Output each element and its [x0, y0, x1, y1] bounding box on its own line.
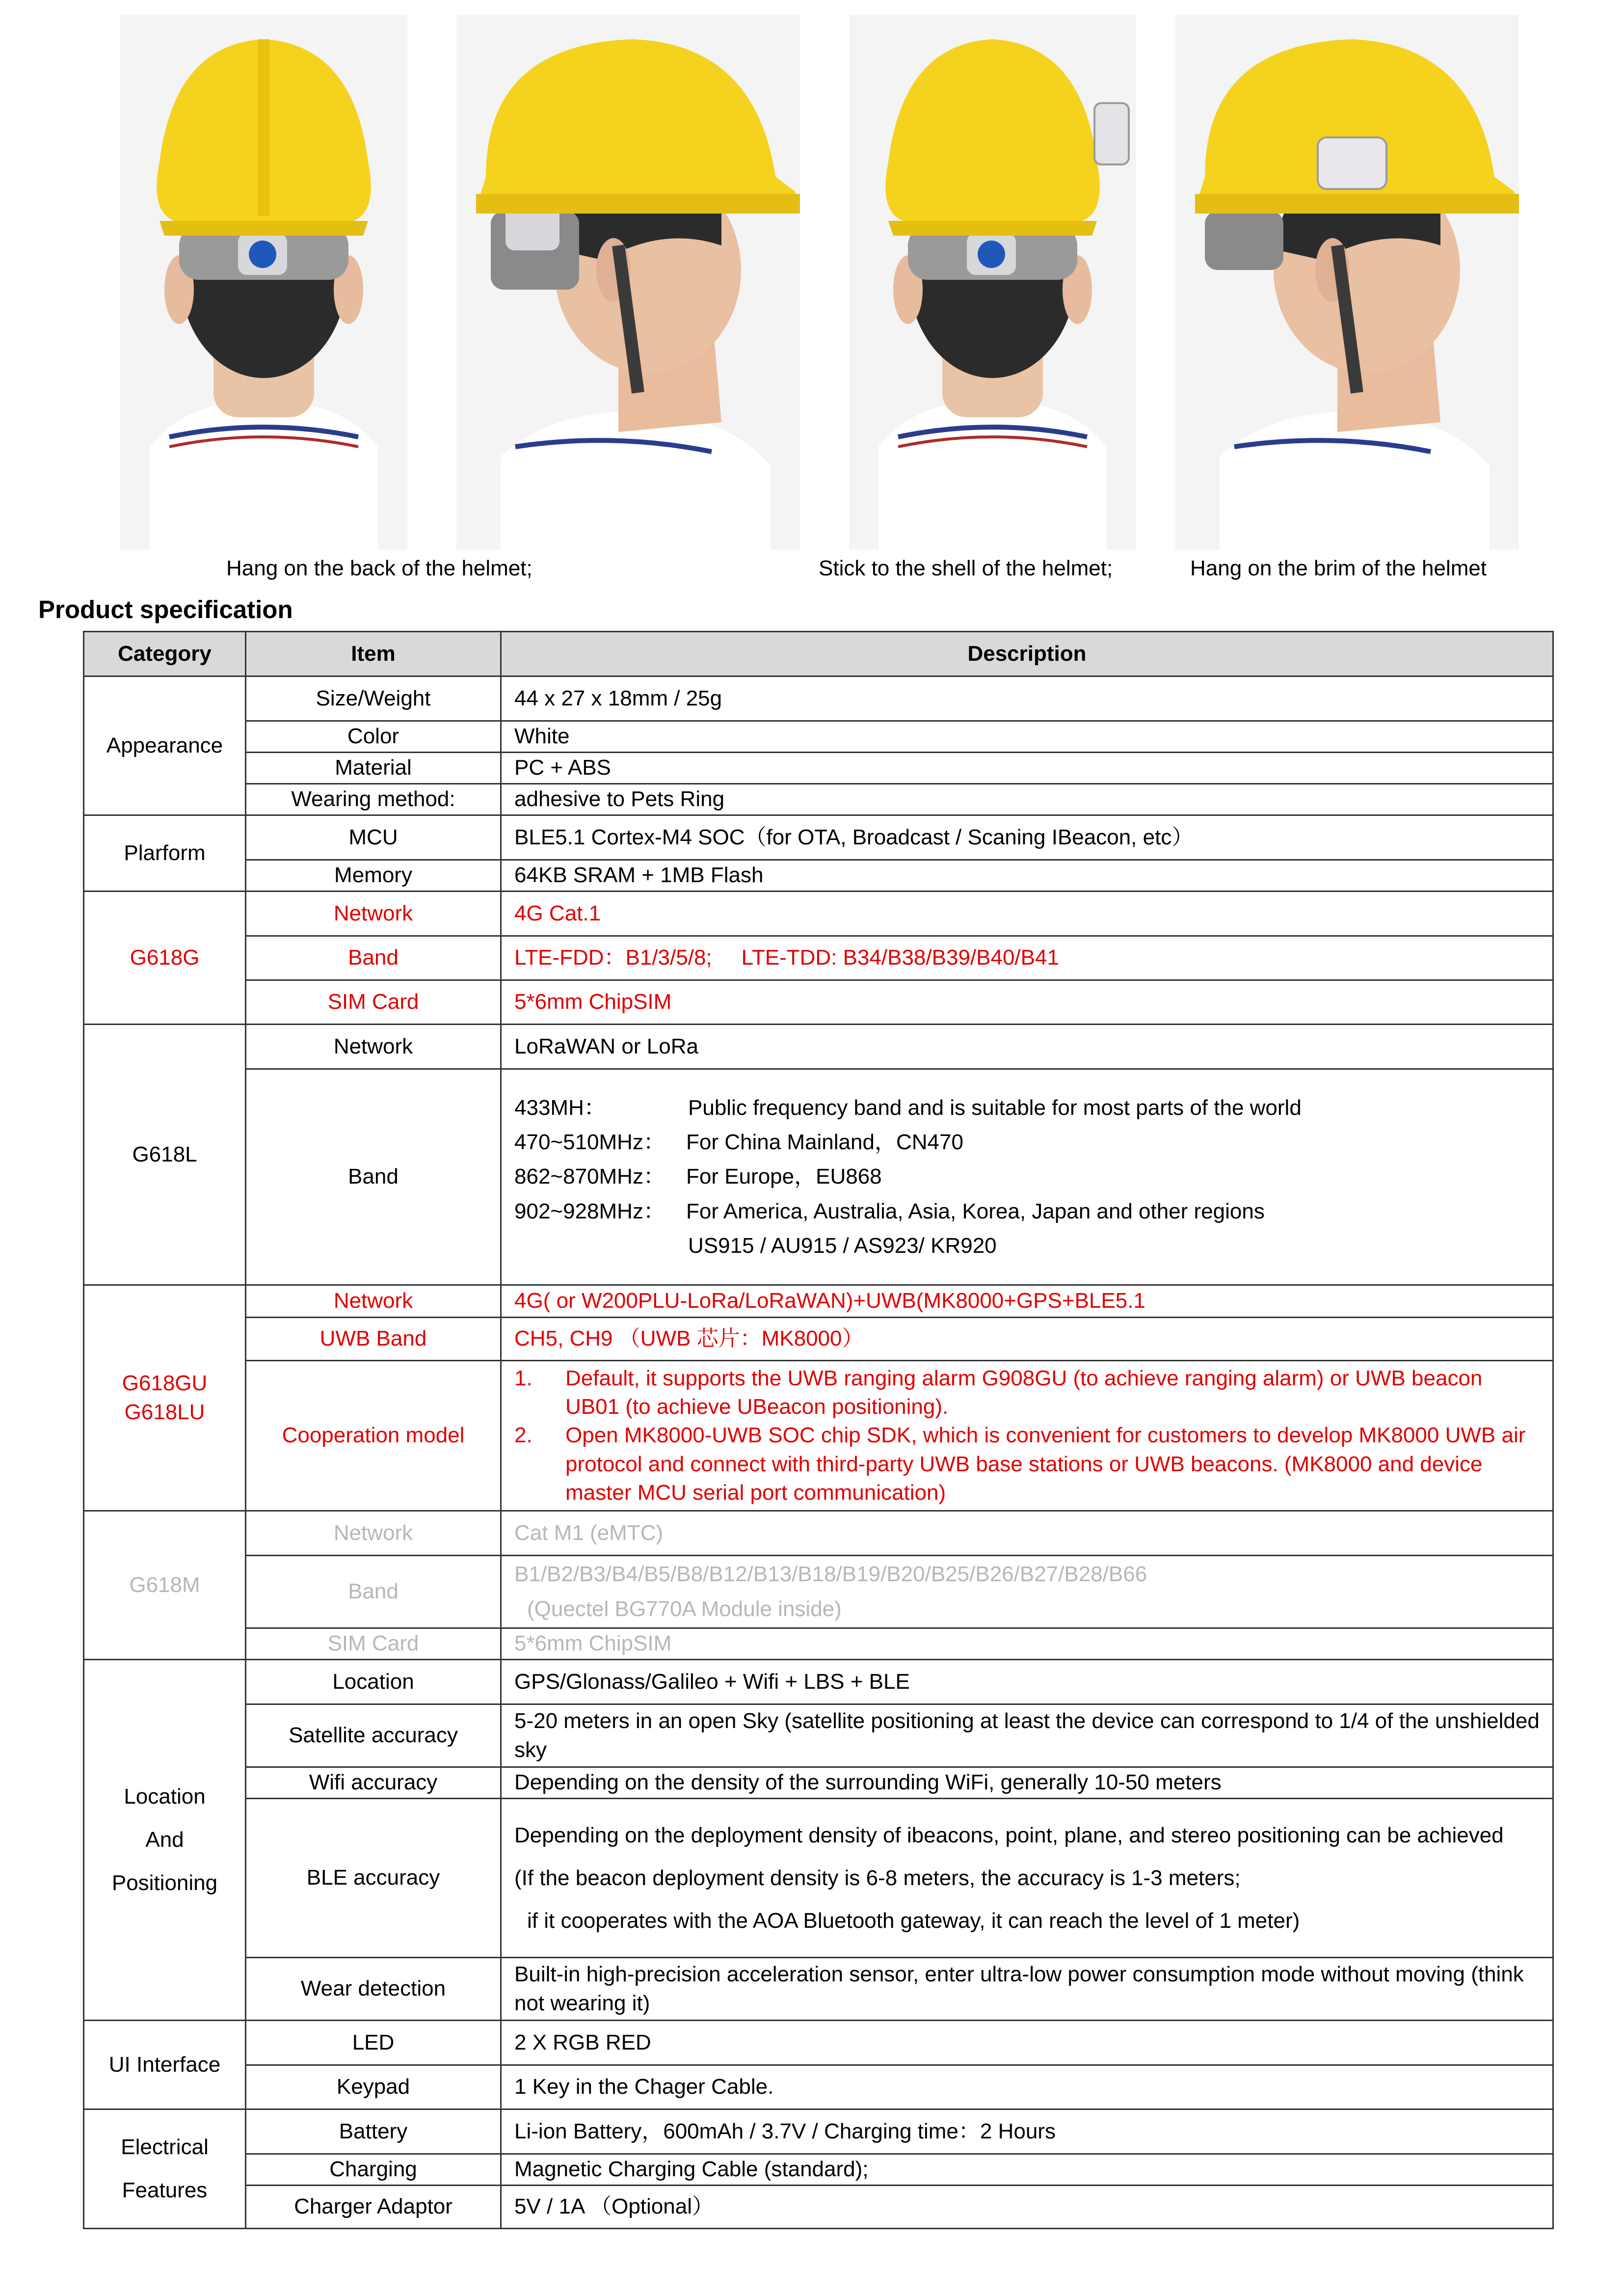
table-row	[84, 815, 1553, 860]
band-line: 862~870MHz： For Europe，EU868	[514, 1164, 882, 1189]
helmet-photos	[0, 0, 1623, 550]
item-cell: Satellite accuracy	[246, 1704, 501, 1767]
caption-shell: Stick to the shell of the helmet;	[819, 556, 1113, 580]
item-cell: SIM Card	[246, 980, 501, 1025]
header-category: Category	[84, 632, 246, 676]
desc-cell: 5*6mm ChipSIM	[501, 980, 1553, 1025]
header-description: Description	[501, 632, 1553, 676]
desc-cell: GPS/Glonass/Galileo + Wifi + LBS + BLE	[501, 1660, 1553, 1704]
table-row	[84, 1511, 1553, 1556]
item-cell: Keypad	[246, 2065, 501, 2109]
desc-cell: Depending on the deployment density of ibeacons, point, plane, and stereo positioning can be achieved (If the beacon deployment density is 6-8 meters, the accuracy is 1-3 meters; if it cooperates with the AOA Bluetooth gateway, it can reach the level of 1 meter)	[501, 1799, 1553, 1958]
item-cell: Wifi accuracy	[246, 1767, 501, 1799]
table-row	[84, 1704, 1553, 1767]
item-cell: LED	[246, 2021, 501, 2065]
item-cell: Network	[246, 1511, 501, 1556]
desc-cell: LoRaWAN or LoRa	[501, 1025, 1553, 1069]
desc-cell: BLE5.1 Cortex-M4 SOC（for OTA, Broadcast / Scaning IBeacon, etc）	[501, 815, 1553, 860]
desc-cell: 44 x 27 x 18mm / 25g	[501, 676, 1553, 721]
coop-item: 1. Default, it supports the UWB ranging alarm G908GU (to achieve ranging alarm) or UWB beacon UB01 (to achieve UBeacon positioning).	[514, 1366, 1483, 1419]
table-row	[84, 784, 1553, 815]
desc-cell: Magnetic Charging Cable (standard);	[501, 2154, 1553, 2186]
desc-cell: PC + ABS	[501, 753, 1553, 784]
item-cell: Cooperation model	[246, 1361, 501, 1511]
band-line: 902~928MHz： For America, Australia, Asia, Korea, Japan and other regions	[514, 1199, 1265, 1223]
caption-back: Hang on the back of the helmet;	[226, 556, 532, 580]
band-tdd: LTE-TDD: B34/B38/B39/B40/B41	[741, 945, 1059, 970]
desc-cell: 2 X RGB RED	[501, 2021, 1553, 2065]
desc-cell: 1 Key in the Chager Cable.	[501, 2065, 1553, 2109]
spec-table	[83, 631, 1554, 2229]
desc-cell: Cat M1 (eMTC)	[501, 1511, 1553, 1556]
table-row	[84, 1628, 1553, 1660]
item-cell: Charger Adaptor	[246, 2186, 501, 2229]
table-row	[84, 2154, 1553, 2186]
desc-cell: Depending on the density of the surrounding WiFi, generally 10-50 meters	[501, 1767, 1553, 1799]
item-cell: Network	[246, 1285, 501, 1318]
desc-cell: Li-ion Battery，600mAh / 3.7V / Charging time：2 Hours	[501, 2109, 1553, 2154]
band-fdd: LTE-FDD：B1/3/5/8;	[514, 945, 712, 970]
table-row	[84, 936, 1553, 980]
category-g618l: G618L	[84, 1025, 246, 1285]
coop-item: 2. Open MK8000-UWB SOC chip SDK, which is convenient for customers to develop MK8000 UWB air protocol and connect with third-party UWB base stations or UWB beacons. (MK8000 and device master MCU serial port communication)	[514, 1423, 1526, 1505]
item-cell: Band	[246, 1556, 501, 1628]
table-row	[84, 753, 1553, 784]
table-row	[84, 860, 1553, 891]
table-row	[84, 1767, 1553, 1799]
photo-shell-of-helmet	[849, 15, 1136, 550]
band-line: 470~510MHz： For China Mainland，CN470	[514, 1130, 963, 1155]
category-g618m: G618M	[84, 1511, 246, 1660]
table-row	[84, 2109, 1553, 2154]
table-row	[84, 1025, 1553, 1069]
table-row	[84, 1069, 1553, 1285]
desc-cell: 5-20 meters in an open Sky (satellite positioning at least the device can correspond to 1/4 of the unshielded sky	[501, 1704, 1553, 1767]
table-row	[84, 1318, 1553, 1361]
caption-brim: Hang on the brim of the helmet	[1190, 556, 1487, 580]
table-row	[84, 891, 1553, 936]
item-cell: Band	[246, 1069, 501, 1285]
category-electrical: Electrical Features	[84, 2109, 246, 2229]
item-cell: Wear detection	[246, 1958, 501, 2021]
table-row	[84, 2186, 1553, 2229]
desc-cell	[501, 1361, 1553, 1511]
category-ui: UI Interface	[84, 2021, 246, 2109]
item-cell: BLE accuracy	[246, 1799, 501, 1958]
desc-cell: CH5, CH9 （UWB 芯片：MK8000）	[501, 1318, 1553, 1361]
item-cell: Material	[246, 753, 501, 784]
item-cell: Size/Weight	[246, 676, 501, 721]
table-header-row	[84, 632, 1553, 676]
desc-cell: 5*6mm ChipSIM	[501, 1628, 1553, 1660]
band-line: 433MH： Public frequency band and is suitable for most parts of the world	[514, 1096, 1302, 1120]
table-row	[84, 2021, 1553, 2065]
item-cell: Network	[246, 891, 501, 936]
photo-back-of-helmet-side	[456, 15, 800, 550]
desc-cell: 4G Cat.1	[501, 891, 1553, 936]
table-row	[84, 721, 1553, 753]
table-row	[84, 676, 1553, 721]
table-row	[84, 2065, 1553, 2109]
category-g618gu: G618GU G618LU	[84, 1285, 246, 1511]
item-cell: Battery	[246, 2109, 501, 2154]
desc-cell: adhesive to Pets Ring	[501, 784, 1553, 815]
item-cell: Band	[246, 936, 501, 980]
item-cell: Location	[246, 1660, 501, 1704]
desc-cell: White	[501, 721, 1553, 753]
desc-cell: Built-in high-precision acceleration sensor, enter ultra-low power consumption mode without moving (think not wearing it)	[501, 1958, 1553, 2021]
item-cell: SIM Card	[246, 1628, 501, 1660]
desc-cell	[501, 936, 1553, 980]
item-cell: Charging	[246, 2154, 501, 2186]
category-appearance: Appearance	[84, 676, 246, 815]
photo-brim-of-helmet	[1175, 15, 1519, 550]
item-cell: Color	[246, 721, 501, 753]
category-location: Location And Positioning	[84, 1660, 246, 2021]
table-row	[84, 1285, 1553, 1318]
table-row	[84, 1361, 1553, 1511]
item-cell: MCU	[246, 815, 501, 860]
item-cell: Wearing method:	[246, 784, 501, 815]
band-line: US915 / AU915 / AS923/ KR920	[688, 1233, 997, 1258]
category-g618g: G618G	[84, 891, 246, 1025]
item-cell: Memory	[246, 860, 501, 891]
item-cell: UWB Band	[246, 1318, 501, 1361]
section-heading: Product specification	[38, 595, 293, 623]
header-item: Item	[246, 632, 501, 676]
desc-cell: 4G( or W200PLU-LoRa/LoRaWAN)+UWB(MK8000+GPS+BLE5.1	[501, 1285, 1553, 1318]
category-platform: Plarform	[84, 815, 246, 891]
photo-back-of-helmet	[120, 15, 407, 550]
table-row	[84, 1660, 1553, 1704]
desc-cell: 64KB SRAM + 1MB Flash	[501, 860, 1553, 891]
table-row	[84, 1799, 1553, 1958]
desc-cell	[501, 1069, 1553, 1285]
desc-cell: B1/B2/B3/B4/B5/B8/B12/B13/B18/B19/B20/B25/B26/B27/B28/B66 (Quectel BG770A Module inside)	[501, 1556, 1553, 1628]
table-row	[84, 980, 1553, 1025]
item-cell: Network	[246, 1025, 501, 1069]
table-row	[84, 1556, 1553, 1628]
table-row	[84, 1958, 1553, 2021]
desc-cell: 5V / 1A （Optional）	[501, 2186, 1553, 2229]
